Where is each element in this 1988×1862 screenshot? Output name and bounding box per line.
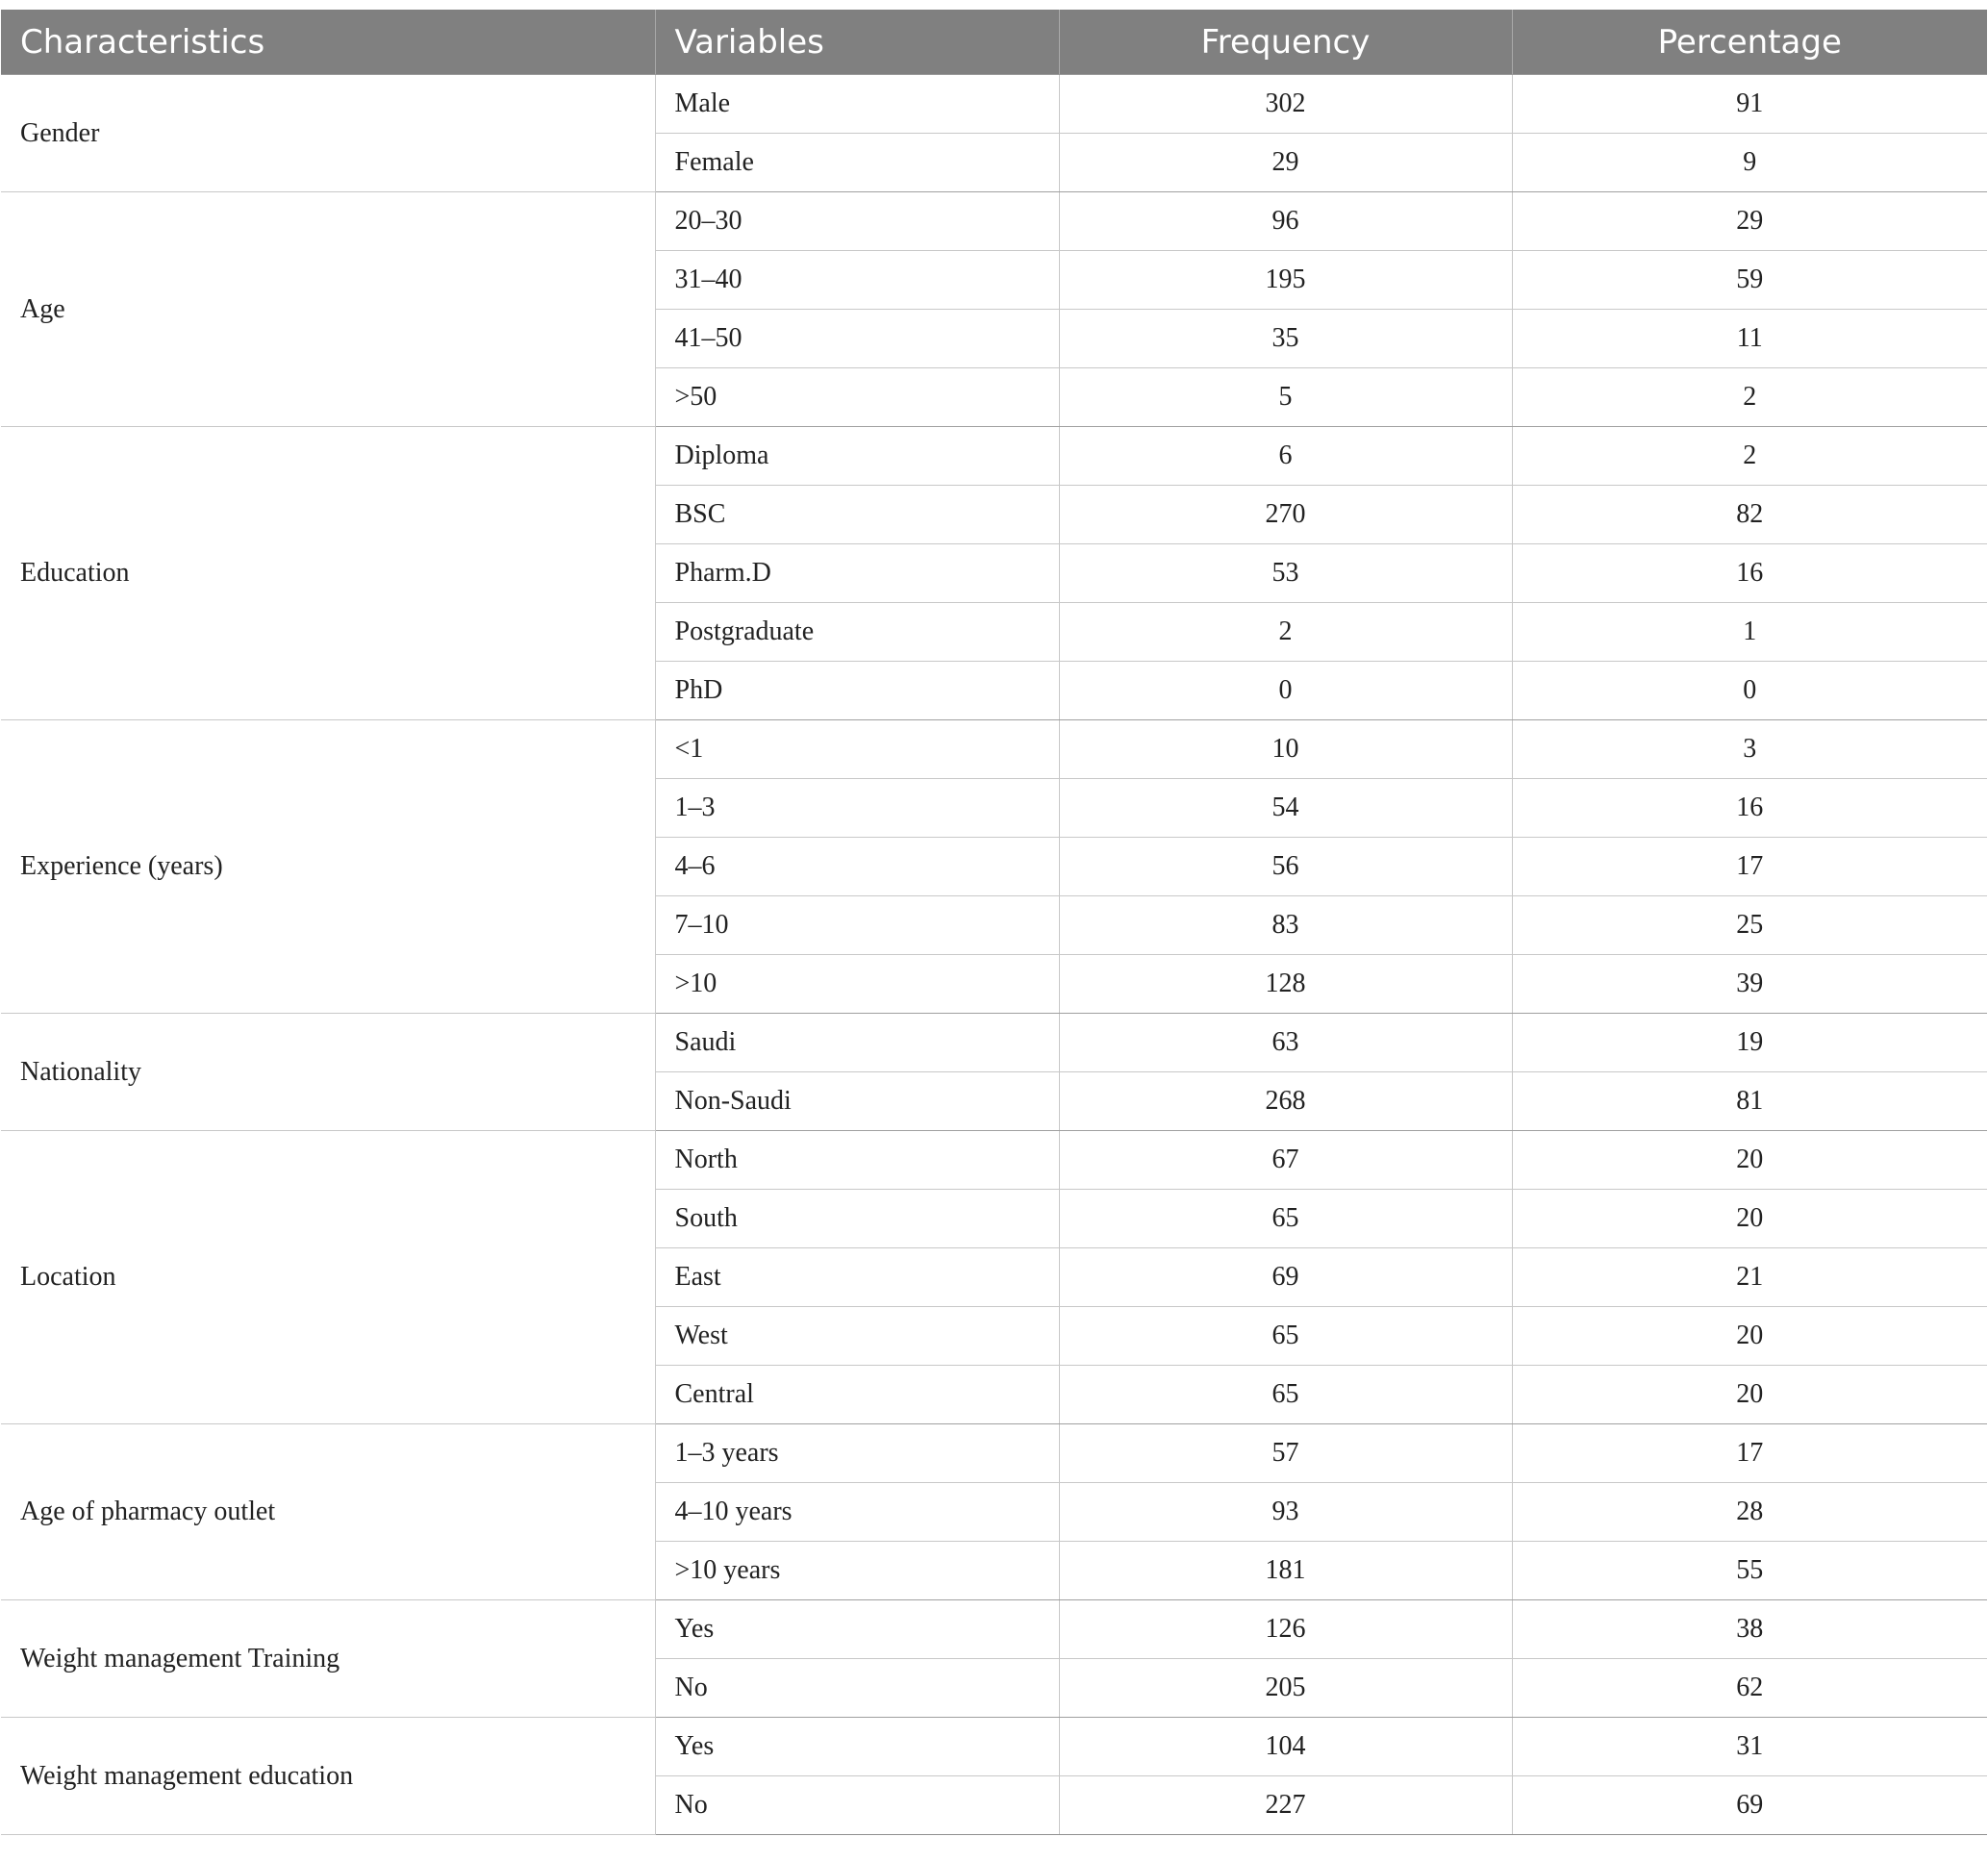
- table-row: [1, 427, 1987, 486]
- frequency-cell: 10: [1059, 720, 1512, 779]
- percentage-cell: 9: [1512, 134, 1987, 192]
- percentage-cell: 38: [1512, 1600, 1987, 1659]
- characteristic-cell: Education: [1, 427, 655, 720]
- variable-cell: 7–10: [655, 896, 1059, 955]
- percentage-cell: 2: [1512, 427, 1987, 486]
- variable-cell: Pharm.D: [655, 544, 1059, 603]
- frequency-cell: 57: [1059, 1424, 1512, 1483]
- frequency-cell: 270: [1059, 486, 1512, 544]
- frequency-cell: 302: [1059, 75, 1512, 134]
- percentage-cell: 1: [1512, 603, 1987, 662]
- frequency-cell: 54: [1059, 779, 1512, 838]
- frequency-cell: 227: [1059, 1776, 1512, 1835]
- frequency-cell: 268: [1059, 1072, 1512, 1131]
- characteristic-cell: Weight management education: [1, 1718, 655, 1835]
- frequency-cell: 96: [1059, 192, 1512, 251]
- variable-cell: PhD: [655, 662, 1059, 720]
- frequency-cell: 67: [1059, 1131, 1512, 1190]
- percentage-cell: 29: [1512, 192, 1987, 251]
- percentage-cell: 17: [1512, 838, 1987, 896]
- frequency-cell: 2: [1059, 603, 1512, 662]
- percentage-cell: 25: [1512, 896, 1987, 955]
- frequency-cell: 128: [1059, 955, 1512, 1014]
- percentage-cell: 21: [1512, 1248, 1987, 1307]
- percentage-cell: 20: [1512, 1131, 1987, 1190]
- table-row: [1, 1131, 1987, 1190]
- variable-cell: Postgraduate: [655, 603, 1059, 662]
- percentage-cell: 0: [1512, 662, 1987, 720]
- table-row: [1, 1014, 1987, 1072]
- characteristic-cell: Age: [1, 192, 655, 427]
- table-row: [1, 720, 1987, 779]
- frequency-cell: 69: [1059, 1248, 1512, 1307]
- variable-cell: No: [655, 1776, 1059, 1835]
- variable-cell: 1–3: [655, 779, 1059, 838]
- variable-cell: <1: [655, 720, 1059, 779]
- variable-cell: Non-Saudi: [655, 1072, 1059, 1131]
- frequency-cell: 65: [1059, 1366, 1512, 1424]
- variable-cell: Female: [655, 134, 1059, 192]
- percentage-cell: 82: [1512, 486, 1987, 544]
- percentage-cell: 62: [1512, 1659, 1987, 1718]
- frequency-cell: 65: [1059, 1190, 1512, 1248]
- variable-cell: Central: [655, 1366, 1059, 1424]
- frequency-cell: 104: [1059, 1718, 1512, 1776]
- frequency-cell: 53: [1059, 544, 1512, 603]
- table-row: [1, 1424, 1987, 1483]
- variable-cell: >50: [655, 368, 1059, 427]
- demographics-table: [1, 10, 1987, 1835]
- percentage-cell: 16: [1512, 544, 1987, 603]
- header-percentage: Percentage: [1512, 10, 1987, 75]
- percentage-cell: 17: [1512, 1424, 1987, 1483]
- variable-cell: Saudi: [655, 1014, 1059, 1072]
- variable-cell: >10: [655, 955, 1059, 1014]
- percentage-cell: 59: [1512, 251, 1987, 310]
- table-row: [1, 75, 1987, 134]
- table-row: [1, 1600, 1987, 1659]
- header-frequency: Frequency: [1059, 10, 1512, 75]
- variable-cell: West: [655, 1307, 1059, 1366]
- percentage-cell: 55: [1512, 1542, 1987, 1600]
- frequency-cell: 5: [1059, 368, 1512, 427]
- frequency-cell: 63: [1059, 1014, 1512, 1072]
- variable-cell: East: [655, 1248, 1059, 1307]
- table-row: [1, 192, 1987, 251]
- percentage-cell: 20: [1512, 1366, 1987, 1424]
- characteristic-cell: Experience (years): [1, 720, 655, 1014]
- variable-cell: Diploma: [655, 427, 1059, 486]
- header-variables: Variables: [655, 10, 1059, 75]
- variable-cell: 4–6: [655, 838, 1059, 896]
- frequency-cell: 29: [1059, 134, 1512, 192]
- percentage-cell: 91: [1512, 75, 1987, 134]
- variable-cell: South: [655, 1190, 1059, 1248]
- header-row: [1, 10, 1987, 75]
- frequency-cell: 83: [1059, 896, 1512, 955]
- variable-cell: Yes: [655, 1718, 1059, 1776]
- percentage-cell: 2: [1512, 368, 1987, 427]
- characteristic-cell: Nationality: [1, 1014, 655, 1131]
- percentage-cell: 81: [1512, 1072, 1987, 1131]
- frequency-cell: 65: [1059, 1307, 1512, 1366]
- characteristic-cell: Location: [1, 1131, 655, 1424]
- percentage-cell: 20: [1512, 1190, 1987, 1248]
- percentage-cell: 11: [1512, 310, 1987, 368]
- variable-cell: Male: [655, 75, 1059, 134]
- variable-cell: 1–3 years: [655, 1424, 1059, 1483]
- percentage-cell: 19: [1512, 1014, 1987, 1072]
- variable-cell: 20–30: [655, 192, 1059, 251]
- frequency-cell: 6: [1059, 427, 1512, 486]
- frequency-cell: 0: [1059, 662, 1512, 720]
- frequency-cell: 126: [1059, 1600, 1512, 1659]
- variable-cell: >10 years: [655, 1542, 1059, 1600]
- percentage-cell: 31: [1512, 1718, 1987, 1776]
- variable-cell: 4–10 years: [655, 1483, 1059, 1542]
- header-characteristics: Characteristics: [1, 10, 655, 75]
- percentage-cell: 28: [1512, 1483, 1987, 1542]
- characteristic-cell: Age of pharmacy outlet: [1, 1424, 655, 1600]
- percentage-cell: 39: [1512, 955, 1987, 1014]
- variable-cell: 41–50: [655, 310, 1059, 368]
- frequency-cell: 195: [1059, 251, 1512, 310]
- frequency-cell: 93: [1059, 1483, 1512, 1542]
- percentage-cell: 69: [1512, 1776, 1987, 1835]
- variable-cell: BSC: [655, 486, 1059, 544]
- table-header: [1, 10, 1987, 75]
- variable-cell: Yes: [655, 1600, 1059, 1659]
- variable-cell: No: [655, 1659, 1059, 1718]
- characteristic-cell: Gender: [1, 75, 655, 192]
- characteristic-cell: Weight management Training: [1, 1600, 655, 1718]
- variable-cell: 31–40: [655, 251, 1059, 310]
- frequency-cell: 35: [1059, 310, 1512, 368]
- frequency-cell: 181: [1059, 1542, 1512, 1600]
- percentage-cell: 3: [1512, 720, 1987, 779]
- frequency-cell: 205: [1059, 1659, 1512, 1718]
- table-body: [1, 75, 1987, 1835]
- percentage-cell: 16: [1512, 779, 1987, 838]
- frequency-cell: 56: [1059, 838, 1512, 896]
- variable-cell: North: [655, 1131, 1059, 1190]
- percentage-cell: 20: [1512, 1307, 1987, 1366]
- table-row: [1, 1718, 1987, 1776]
